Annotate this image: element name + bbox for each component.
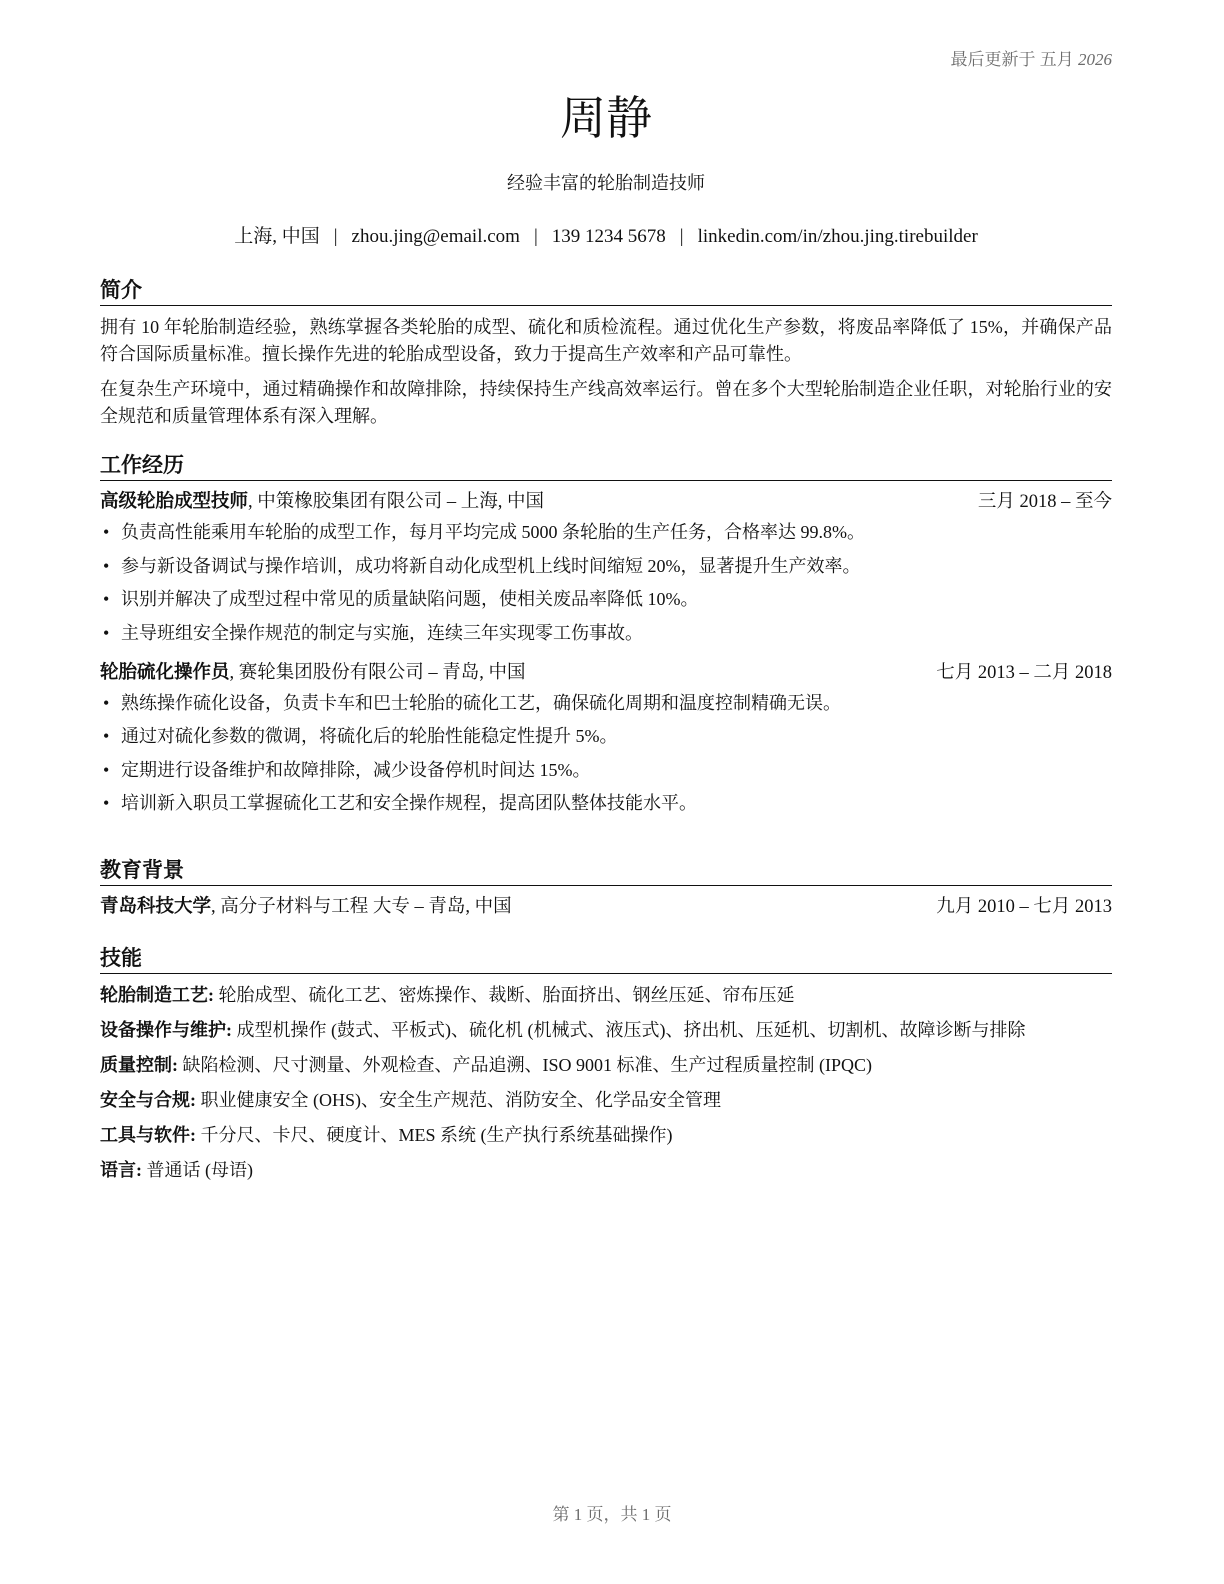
bullet-text: 参与新设备调试与操作培训，成功将新自动化成型机上线时间缩短 20%，显著提升生产效率。 xyxy=(121,555,861,576)
bullet-icon: • xyxy=(103,522,110,542)
skill-row xyxy=(100,982,1112,1008)
skill-label: 语言: xyxy=(100,1160,142,1180)
job-entry xyxy=(100,660,1112,817)
contact-location: 上海, 中国 xyxy=(234,226,320,247)
skill-row xyxy=(100,1087,1112,1113)
job-bullet xyxy=(100,620,1112,646)
bullet-text: 定期进行设备维护和故障排除，减少设备停机时间达 15%。 xyxy=(121,759,591,780)
skill-row xyxy=(100,1157,1112,1183)
job-header xyxy=(100,489,1112,515)
bullet-icon: • xyxy=(103,759,110,780)
contact-separator: | xyxy=(533,226,538,247)
skill-value: 成型机操作 (鼓式、平板式)、硫化机 (机械式、液压式)、挤出机、压延机、切割机、故障诊断与排除 xyxy=(232,1020,1026,1040)
skill-row xyxy=(100,1052,1112,1078)
bullet-icon: • xyxy=(103,726,110,746)
contact-line xyxy=(100,224,1112,250)
contact-phone: 139 1234 5678 xyxy=(551,226,666,247)
contact-email[interactable]: zhou.jing@email.com xyxy=(351,226,520,247)
job-bullet xyxy=(100,790,1112,816)
summary-paragraph: 在复杂生产环境中，通过精确操作和故障排除，持续保持生产线高效率运行。曾在多个大型轮胎制造企业任职，对轮胎行业的安全规范和质量管理体系有深入理解。 xyxy=(100,379,1112,426)
bullet-text: 通过对硫化参数的微调，将硫化后的轮胎性能稳定性提升 5%。 xyxy=(121,726,618,746)
job-bullet xyxy=(100,757,1112,783)
skills-section xyxy=(100,944,1112,1192)
summary-title: 简介 xyxy=(100,276,1112,306)
job-role: 高级轮胎成型技师 xyxy=(100,492,249,512)
job-bullets xyxy=(100,690,1112,817)
bullet-icon: • xyxy=(103,793,110,813)
candidate-headline: 经验丰富的轮胎制造技师 xyxy=(507,173,705,193)
skills-title: 技能 xyxy=(100,944,1112,974)
skill-label: 质量控制: xyxy=(100,1055,178,1075)
skill-label: 工具与软件: xyxy=(100,1125,196,1145)
page-footer: 第 1 页，共 1 页 xyxy=(552,1505,672,1524)
job-bullet xyxy=(100,519,1112,545)
job-bullet xyxy=(100,553,1112,579)
job-bullet xyxy=(100,723,1112,749)
bullet-text: 培训新入职员工掌握硫化工艺和安全操作规程，提高团队整体技能水平。 xyxy=(121,793,697,813)
bullet-text: 识别并解决了成型过程中常见的质量缺陷问题，使相关废品率降低 10%。 xyxy=(121,589,699,609)
skill-label: 轮胎制造工艺: xyxy=(100,985,214,1005)
job-role: 轮胎硫化操作员 xyxy=(100,662,230,683)
last-updated-year: 2026 xyxy=(1078,50,1112,69)
job-dates: 三月 2018 – 至今 xyxy=(977,492,1112,512)
experience-section xyxy=(100,451,1112,824)
bullet-icon: • xyxy=(103,692,110,713)
bullet-icon: • xyxy=(103,555,110,576)
skill-row xyxy=(100,1017,1112,1043)
contact-separator: | xyxy=(679,226,684,247)
summary-paragraph: 拥有 10 年轮胎制造经验，熟练掌握各类轮胎的成型、硫化和质检流程。通过优化生产参数，将废品率降低了 15%，并确保产品符合国际质量标准。擅长操作先进的轮胎成型设备，致力于提高生产效率和产品可靠性。 xyxy=(100,317,1112,364)
job-organization: , 赛轮集团股份有限公司 – 青岛, 中国 xyxy=(229,662,526,683)
skill-value: 千分尺、卡尺、硬度计、MES 系统 (生产执行系统基础操作) xyxy=(196,1125,673,1145)
skill-value: 轮胎成型、硫化工艺、密炼操作、裁断、胎面挤出、钢丝压延、帘布压延 xyxy=(214,985,795,1005)
skill-label: 设备操作与维护: xyxy=(100,1020,232,1040)
last-updated-month: 五月 xyxy=(1039,50,1074,69)
education-title: 教育背景 xyxy=(100,856,1112,886)
contact-separator: | xyxy=(333,226,338,247)
job-bullet xyxy=(100,690,1112,716)
skill-row xyxy=(100,1122,1112,1148)
candidate-name: 周静 xyxy=(560,91,652,145)
skill-value: 职业健康安全 (OHS)、安全生产规范、消防安全、化学品安全管理 xyxy=(196,1090,721,1110)
skill-label: 安全与合规: xyxy=(100,1090,196,1110)
contact-linkedin[interactable]: linkedin.com/in/zhou.jing.tirebuilder xyxy=(697,226,978,247)
bullet-text: 熟练操作硫化设备，负责卡车和巴士轮胎的硫化工艺，确保硫化周期和温度控制精确无误。 xyxy=(121,692,841,713)
education-school: 青岛科技大学 xyxy=(100,897,212,917)
job-bullet xyxy=(100,586,1112,612)
job-entry xyxy=(100,489,1112,646)
job-dates: 七月 2013 – 二月 2018 xyxy=(936,662,1112,683)
skill-value: 缺陷检测、尺寸测量、外观检查、产品追溯、ISO 9001 标准、生产过程质量控制 (IPQC) xyxy=(178,1055,872,1075)
bullet-icon: • xyxy=(103,589,110,609)
education-detail: , 高分子材料与工程 大专 – 青岛, 中国 xyxy=(211,897,512,917)
education-entry xyxy=(100,894,1112,920)
bullet-icon: • xyxy=(103,622,110,643)
last-updated-label: 最后更新于 xyxy=(950,50,1036,69)
summary-section xyxy=(100,276,1112,438)
job-organization: , 中策橡胶集团有限公司 – 上海, 中国 xyxy=(248,492,545,512)
job-header xyxy=(100,660,1112,686)
skill-value: 普通话 (母语) xyxy=(142,1160,253,1180)
education-section xyxy=(100,856,1112,920)
education-dates: 九月 2010 – 七月 2013 xyxy=(936,897,1112,917)
bullet-text: 负责高性能乘用车轮胎的成型工作，每月平均完成 5000 条轮胎的生产任务，合格率达 99.8%。 xyxy=(121,522,865,542)
experience-title: 工作经历 xyxy=(100,451,1112,481)
last-updated xyxy=(951,45,1113,70)
job-bullets xyxy=(100,519,1112,646)
bullet-text: 主导班组安全操作规范的制定与实施，连续三年实现零工伤事故。 xyxy=(121,622,643,643)
